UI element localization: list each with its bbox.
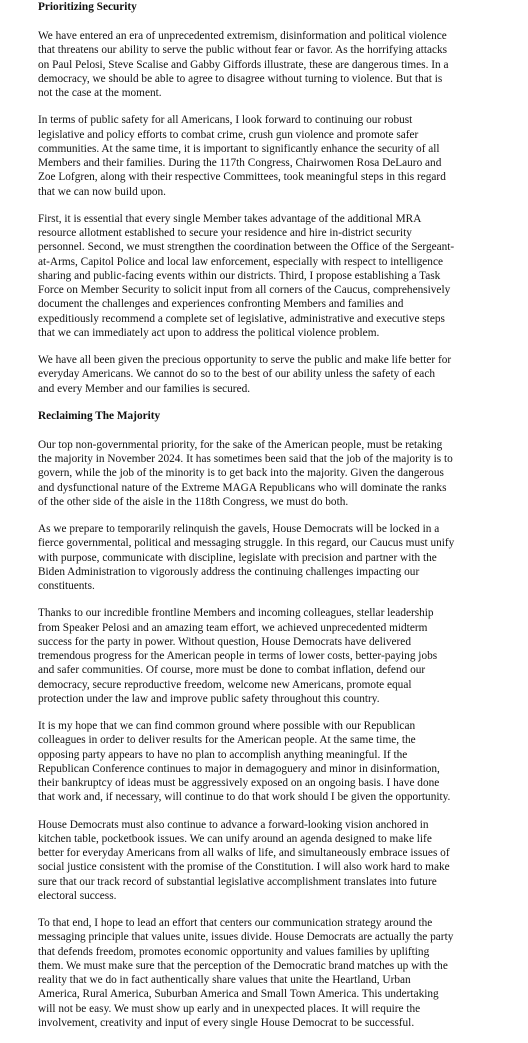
paragraph — [38, 353, 510, 396]
text-line: democracy, secure reproductive freedom, welcome new Americans, promote equal — [38, 678, 412, 691]
text-line: Republican Conference continues to major in demagoguery and minor in disinformation, — [38, 762, 440, 775]
text-line: opposing party appears to have no plan to accomplish anything meaningful. If the — [38, 748, 408, 761]
text-line: the majority in November 2024. It has sometimes been said that the job of the majority is to — [38, 453, 453, 465]
text-line: that defends freedom, promotes economic opportunity and values families by uplifting — [38, 945, 430, 958]
text-line: Zoe Lofgren, along with their respective Committees, took meaningful steps in this regard — [38, 171, 446, 184]
document-page — [38, 0, 510, 1043]
text-line: messaging principle that values unite, issues divide. House Democrats are actually the party — [38, 931, 454, 944]
text-line: First, it is essential that every single Member takes advantage of the additional MRA — [38, 212, 422, 225]
text-line: legislative and policy efforts to combat crime, crush gun violence and promote safer — [38, 128, 419, 141]
text-line: that work and, if necessary, will continue to do that work should I be given the opportunity. — [38, 791, 451, 804]
text-line: sharing and public-facing events within our districts. Third, I propose establishing a Task — [38, 269, 441, 282]
text-line: fierce governmental, political and messaging struggle. In this regard, our Caucus must unify — [38, 537, 455, 550]
text-line: everyday Americans. We cannot do so to the best of our ability unless the safety of each — [38, 368, 435, 381]
paragraph — [38, 438, 510, 509]
text-line: at-Arms, Capitol Police and local law enforcement, especially with respect to intelligence — [38, 255, 443, 268]
paragraph — [38, 818, 510, 904]
text-line: personnel. Second, we must strengthen the coordination between the Office of the Sergeant- — [38, 241, 455, 254]
text-line: govern, while the job of the minority is to get back into the majority. Given the dangerous — [38, 467, 444, 480]
section — [38, 0, 510, 409]
text-line: protection under the law and improve public safety throughout this country. — [38, 692, 380, 705]
text-line: tremendous progress for the American people in terms of lower costs, better-paying jobs — [38, 650, 438, 662]
paragraph — [38, 212, 510, 340]
text-line: resource allotment established to secure your residence and hire in-district security — [38, 227, 412, 239]
text-line: sure that our track record of substantial legislative accomplishment translates into future — [38, 875, 437, 888]
text-line: of the other side of the aisle in the 118th Congress, we must do both. — [38, 495, 349, 508]
text-line: communities. At the same time, it is important to significantly enhance the security of all — [38, 142, 440, 155]
text-line: America, Rural America, Suburban America and Small Town America. This undertaking — [38, 988, 439, 1001]
text-line: We have all been given the precious opportunity to serve the public and make life better for — [38, 354, 452, 366]
paragraph — [38, 113, 510, 199]
text-line: and dysfunctional nature of the Extreme MAGA Republicans who will dominate the ranks — [38, 481, 447, 494]
text-line: them. We must make sure that the perception of the Democratic brand matches up with the — [38, 959, 448, 972]
text-line: involvement, creativity and input of every single House Democrat to be successful. — [38, 1016, 415, 1029]
text-line: and safer communities. Of course, more must be done to combat inflation, defend our — [38, 664, 426, 677]
text-line: that we can immediately act upon to address the political violence problem. — [38, 326, 380, 339]
paragraph — [38, 29, 510, 100]
text-line: democracy, we should be able to agree to disagree without turning to violence. But that is — [38, 72, 443, 85]
text-line: Force on Member Security to solicit input from all corners of the Caucus, comprehensively — [38, 284, 451, 296]
paragraph — [38, 916, 510, 1030]
text-line: kitchen table, pocketbook issues. We can unify around an agenda designed to make life — [38, 832, 432, 845]
text-line: with purpose, communicate with discipline, legislate with precision and partner with the — [38, 551, 437, 564]
paragraph — [38, 522, 510, 593]
paragraph — [38, 606, 510, 706]
text-line: will not be easy. We must show up early and in unexpected places. It will require the — [38, 1002, 421, 1015]
text-line: As we prepare to temporarily relinquish the gavels, House Democrats will be locked in a — [38, 523, 440, 535]
section-heading: Reclaiming The Majority — [38, 409, 161, 422]
text-line: Biden Administration to vigorously address the continuing challenges impacting our — [38, 565, 420, 578]
text-line: that threatens our ability to serve the public without fear or favor. As the horrifying attacks — [38, 44, 448, 57]
text-line: better for everyday Americans from all walks of life, and simultaneously embrace issues of — [38, 847, 450, 859]
text-line: and every Member and our families is secured. — [38, 382, 251, 395]
text-line: document the challenges and experiences confronting Members and families and — [38, 298, 404, 311]
text-line: To that end, I hope to lead an effort that centers our communication strategy around the — [38, 917, 433, 929]
text-line: House Democrats must also continue to advance a forward-looking vision anchored in — [38, 818, 429, 831]
text-line: It is my hope that we can find common ground where possible with our Republican — [38, 720, 416, 732]
text-line: expeditiously recommend a complete set of legislative, administrative and executive steps — [38, 312, 445, 325]
text-line: colleagues in order to deliver results for the American people. At the same time, the — [38, 734, 416, 747]
text-line: on Paul Pelosi, Steve Scalise and Gabby Giffords illustrate, these are dangerous times. In a — [38, 58, 449, 71]
text-line: Members and their families. During the 117th Congress, Chairwomen Rosa DeLauro and — [38, 157, 442, 169]
paragraph — [38, 719, 510, 805]
text-line: Our top non-governmental priority, for the sake of the American people, must be retaking — [38, 438, 443, 451]
text-line: Thanks to our incredible frontline Members and incoming colleagues, stellar leadership — [38, 607, 434, 620]
section-heading: Prioritizing Security — [38, 1, 137, 13]
text-line: their bankruptcy of ideas must be aggressively exposed on an ongoing basis. I have done — [38, 777, 440, 789]
section — [38, 409, 510, 1043]
text-line: We have entered an era of unprecedented extremism, disinformation and political violence — [38, 30, 447, 42]
text-line: from Speaker Pelosi and an amazing team effort, we achieved unprecedented midterm — [38, 621, 428, 634]
text-line: that we can now build upon. — [38, 185, 167, 198]
text-line: not the case at the moment. — [38, 87, 162, 99]
text-line: constituents. — [38, 580, 95, 592]
text-line: reality that we do in fact authentically share values that unite the Heartland, Urban — [38, 974, 411, 986]
text-line: electoral success. — [38, 889, 117, 902]
text-line: In terms of public safety for all Americans, I look forward to continuing our robust — [38, 114, 413, 127]
text-line: social justice consistent with the promise of the Constitution. I will also work hard to make — [38, 861, 450, 874]
text-line: success for the party in power. Without question, House Democrats have delivered — [38, 635, 411, 648]
